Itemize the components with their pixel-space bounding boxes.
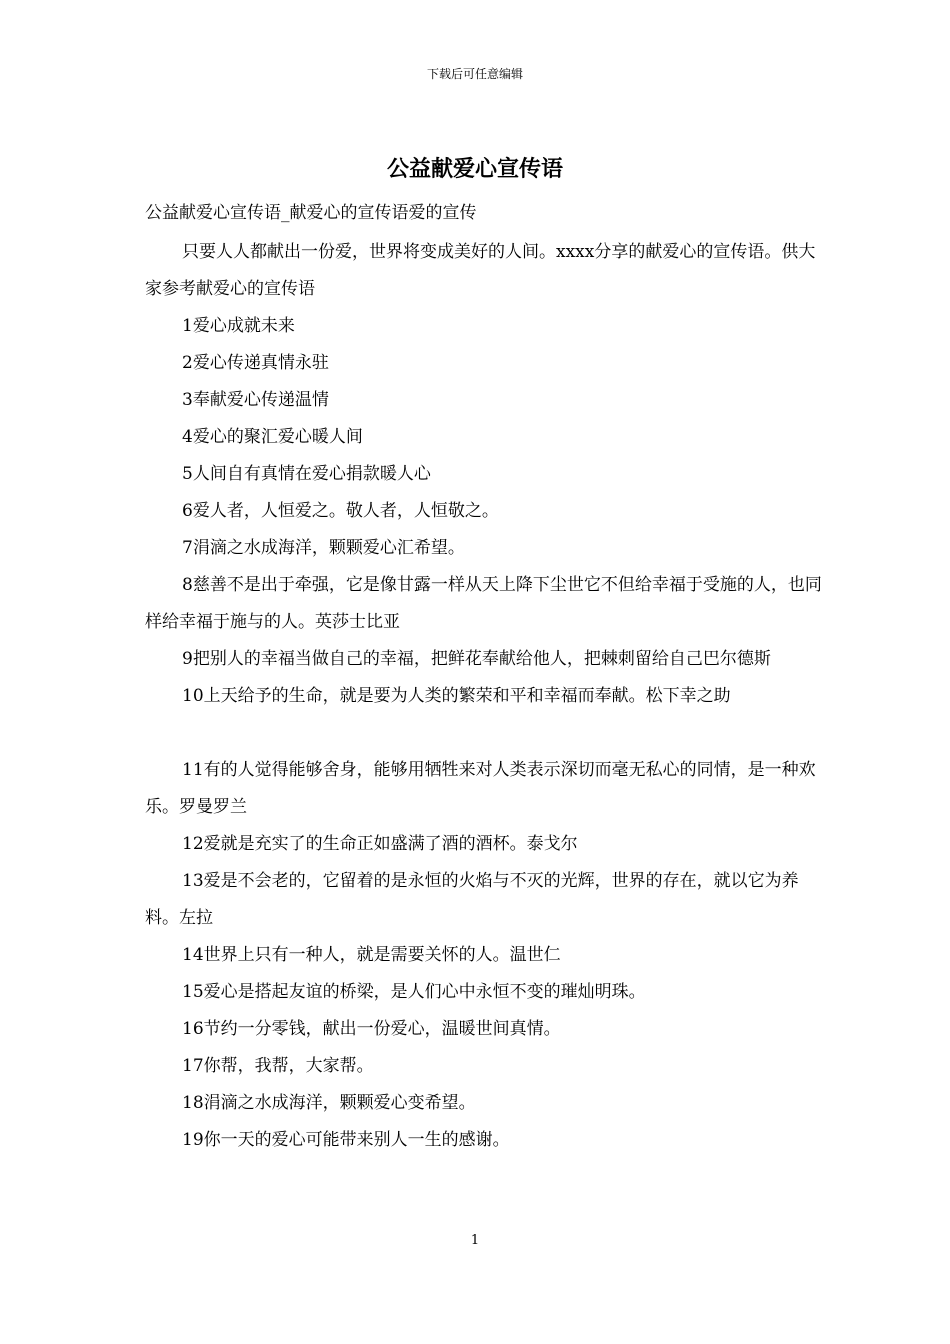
slogan-item: 3奉献爱心传递温情 [182,390,329,410]
slogan-item: 11有的人觉得能够舍身，能够用牺牲来对人类表示深切而毫无私心的同情，是一种欢乐。罗曼罗兰 [145,760,816,817]
document-subtitle: 公益献爱心宣传语_献爱心的宣传语爱的宣传 [145,203,477,223]
slogan-item: 18涓滴之水成海洋，颗颗爱心变希望。 [182,1093,476,1113]
intro-paragraph: 只要人人都献出一份爱，世界将变成美好的人间。xxxx分享的献爱心的宣传语。供大家参考献爱心的宣传语 [145,242,816,299]
slogan-item: 2爱心传递真情永驻 [182,353,329,373]
slogan-item: 5人间自有真情在爱心捐款暖人心 [182,464,431,484]
slogan-item: 15爱心是搭起友谊的桥梁，是人们心中永恒不变的璀灿明珠。 [182,982,646,1002]
slogan-item: 13爱是不会老的，它留着的是永恒的火焰与不灭的光辉，世界的存在，就以它为养料。左拉 [145,871,799,928]
slogan-item: 9把别人的幸福当做自己的幸福，把鲜花奉献给他人，把棘刺留给自己巴尔德斯 [182,649,771,669]
document-title: 公益献爱心宣传语 [386,156,563,182]
document-body [145,234,825,1159]
page-number: 1 [470,1233,480,1248]
slogan-item: 8慈善不是出于牵强，它是像甘露一样从天上降下尘世它不但给幸福于受施的人，也同样给幸福于施与的人。英莎士比亚 [145,575,822,632]
slogan-item: 4爱心的聚汇爱心暖人间 [182,427,363,447]
page-header: 下载后可任意编辑 [426,67,523,81]
slogan-item: 12爱就是充实了的生命正如盛满了酒的酒杯。泰戈尔 [182,834,578,854]
slogan-item: 14世界上只有一种人，就是需要关怀的人。温世仁 [182,945,561,965]
slogan-item: 6爱人者，人恒爱之。敬人者，人恒敬之。 [182,501,499,521]
slogan-item: 17你帮，我帮，大家帮。 [182,1056,374,1076]
slogan-item: 10上天给予的生命，就是要为人类的繁荣和平和幸福而奉献。松下幸之助 [182,686,731,706]
slogan-item: 16节约一分零钱，献出一份爱心，温暖世间真情。 [182,1019,561,1039]
slogan-item: 7涓滴之水成海洋，颗颗爱心汇希望。 [182,538,465,558]
slogan-item: 1爱心成就未来 [182,316,295,336]
slogan-item: 19你一天的爱心可能带来别人一生的感谢。 [182,1130,510,1150]
